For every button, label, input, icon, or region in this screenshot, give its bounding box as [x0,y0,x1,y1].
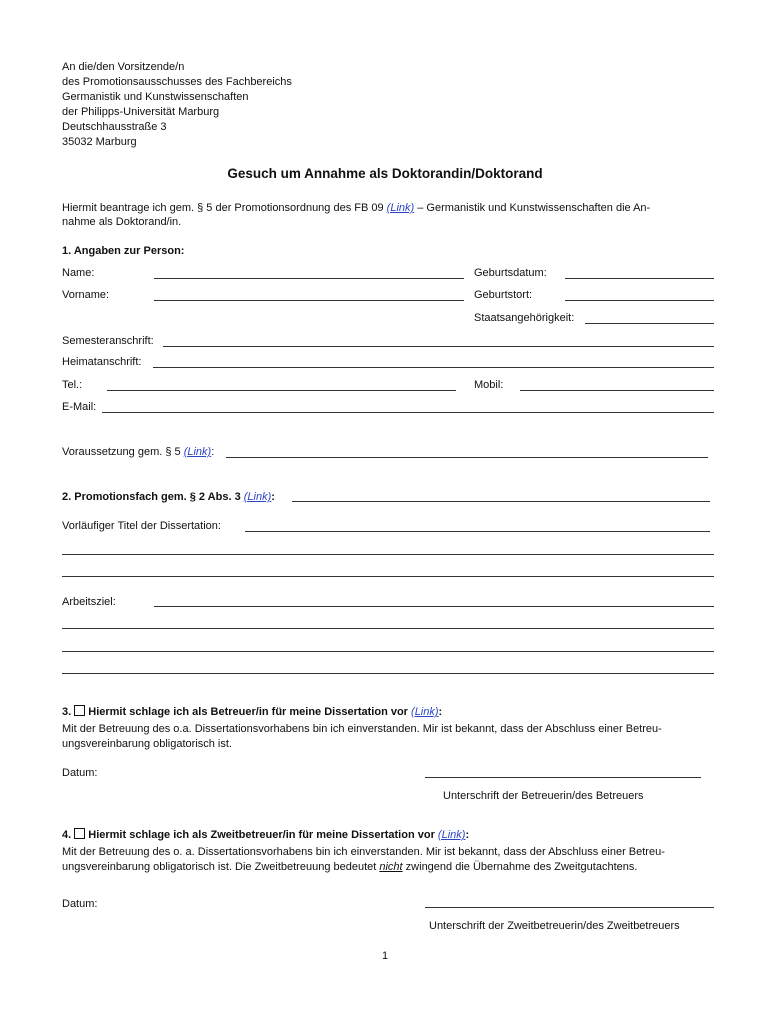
section2-heading: 2. Promotionsfach gem. § 2 Abs. 3 (Link): [62,491,275,503]
promotionsfach-field[interactable] [292,501,710,502]
intro-text-2: nahme als Doktorand/in. [62,216,182,228]
email-label: E-Mail: [62,401,97,413]
voraussetzung-field[interactable] [226,457,708,458]
document-title: Gesuch um Annahme als Doktorandin/Doktorand [227,166,543,181]
geburtsort-field[interactable] [565,300,714,301]
vorname-field[interactable] [154,300,464,301]
address-line: 35032 Marburg [62,136,137,148]
po-link[interactable]: (Link) [386,202,415,214]
section4-signature-label: Unterschrift der Zweitbetreuerin/des Zweitbetreuers [429,920,680,932]
address-line: Germanistik und Kunstwissenschaften [62,91,249,103]
semesteranschrift-field[interactable] [163,346,714,347]
arbeitsziel-field[interactable] [154,606,714,607]
promotionsfach-link[interactable]: (Link) [243,491,272,503]
email-field[interactable] [102,412,714,413]
geburtsdatum-field[interactable] [565,278,714,279]
section3-datum-label: Datum: [62,767,98,779]
betreuer-link[interactable]: (Link) [411,706,439,718]
section3-heading: 3. Hiermit schlage ich als Betreuer/in für meine Dissertation vor (Link): [62,706,443,718]
vorname-label: Vorname: [62,289,110,301]
address-line: Deutschhausstraße 3 [62,121,167,133]
section4-text-1: Mit der Betreuung des o. a. Dissertationsvorhabens bin ich einverstanden. Mir ist bekannt, dass der Abschluss einer Betreu- [62,846,665,858]
mobil-label: Mobil: [474,379,504,391]
semesteranschrift-label: Semesteranschrift: [62,335,154,347]
zweitbetreuer-link[interactable]: (Link) [437,829,466,841]
arbeitsziel-field-line-3[interactable] [62,651,714,652]
intro-text: Hiermit beantrage ich gem. § 5 der Promotionsordnung des FB 09 (Link) – Germanistik und Kunstwissenschaften die An- [62,202,651,214]
section4-datum-label: Datum: [62,898,98,910]
staatsangehoerigkeit-field[interactable] [585,323,714,324]
mobil-field[interactable] [520,390,714,391]
name-label: Name: [62,267,95,279]
titel-field-line-3[interactable] [62,576,714,577]
address-line: An die/den Vorsitzende/n [62,61,185,73]
heimatanschrift-field[interactable] [153,367,714,368]
section4-signature-field[interactable] [425,907,714,908]
titel-field[interactable] [245,531,710,532]
zweitbetreuer-checkbox[interactable] [74,828,85,839]
voraussetzung-label: Voraussetzung gem. § 5 (Link): [62,446,215,458]
tel-label: Tel.: [62,379,83,391]
titel-label: Vorläufiger Titel der Dissertation: [62,520,221,532]
voraussetzung-link[interactable]: (Link) [183,446,212,458]
geburtsdatum-label: Geburtsdatum: [474,267,547,279]
staatsangehoerigkeit-label: Staatsangehörigkeit: [474,312,575,324]
address-line: der Philipps-Universität Marburg [62,106,220,118]
heimatanschrift-label: Heimatanschrift: [62,356,142,368]
section3-text-1: Mit der Betreuung des o.a. Dissertationsvorhabens bin ich einverstanden. Mir ist bekannt, dass der Abschluss einer Betreu- [62,723,662,735]
betreuer-checkbox[interactable] [74,705,85,716]
section3-signature-label: Unterschrift der Betreuerin/des Betreuers [443,790,644,802]
titel-field-line-2[interactable] [62,554,714,555]
section4-heading: 4. Hiermit schlage ich als Zweitbetreuer/in für meine Dissertation vor (Link): [62,829,470,841]
tel-field[interactable] [107,390,456,391]
geburtsort-label: Geburtstort: [474,289,533,301]
name-field[interactable] [154,278,464,279]
section3-signature-field[interactable] [425,777,701,778]
arbeitsziel-field-line-4[interactable] [62,673,714,674]
section4-text-2: ungsvereinbarung obligatorisch ist. Die Zweitbetreuung bedeutet nicht zwingend die Übernahme des Zweitgutachtens. [62,861,638,873]
section1-heading: 1. Angaben zur Person: [62,245,185,257]
arbeitsziel-field-line-2[interactable] [62,628,714,629]
section3-text-2: ungsvereinbarung obligatorisch ist. [62,738,232,750]
address-line: des Promotionsausschusses des Fachbereichs [62,76,292,88]
page-number: 1 [381,950,389,962]
arbeitsziel-label: Arbeitsziel: [62,596,116,608]
nicht-emphasis: nicht [379,861,403,873]
